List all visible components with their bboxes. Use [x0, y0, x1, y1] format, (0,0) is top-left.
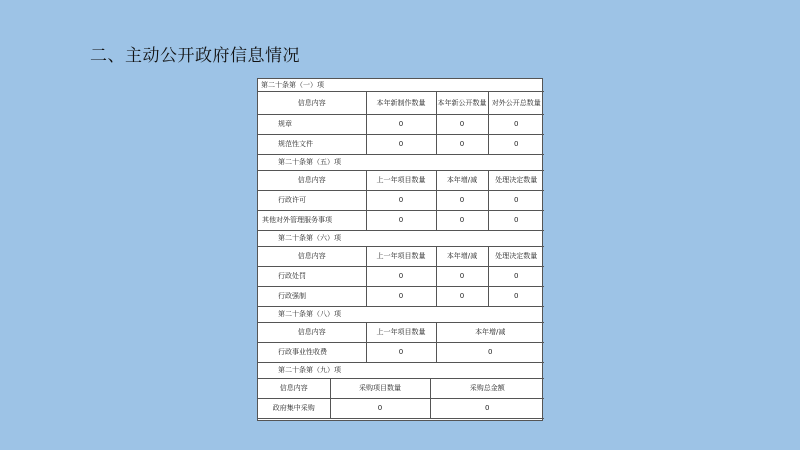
section-label: 第二十条第（六）项 [258, 231, 544, 247]
cell-value: 0 [366, 115, 436, 135]
cell-value: 0 [330, 399, 430, 419]
header-cell: 信息内容 [258, 171, 366, 191]
cell-value: 0 [488, 287, 544, 307]
header-cell: 本年新制作数量 [366, 92, 436, 115]
info-disclosure-document [257, 78, 543, 421]
procurement-table [258, 379, 544, 419]
cell-value: 0 [366, 191, 436, 211]
table-header-row [258, 247, 544, 267]
header-cell: 上一年项目数量 [366, 171, 436, 191]
section-label: 第二十条第（八）项 [258, 307, 544, 323]
section-row [258, 363, 544, 379]
table-row [258, 135, 544, 155]
header-cell: 本年增/减 [436, 171, 488, 191]
section-label: 第二十条第（五）项 [258, 155, 544, 171]
cell-value: 0 [488, 211, 544, 231]
header-cell: 采购项目数量 [330, 379, 430, 399]
cell-value: 0 [366, 135, 436, 155]
cell-value: 0 [436, 115, 488, 135]
row-label: 其他对外管理服务事项 [258, 211, 366, 231]
section-row [258, 307, 544, 323]
cell-value: 0 [436, 191, 488, 211]
header-cell: 处理决定数量 [488, 247, 544, 267]
row-label: 行政许可 [258, 191, 366, 211]
header-cell: 采购总金额 [430, 379, 544, 399]
header-cell: 对外公开总数量 [488, 92, 544, 115]
cell-value: 0 [366, 211, 436, 231]
table-row [258, 115, 544, 135]
cell-value: 0 [488, 115, 544, 135]
cell-value: 0 [430, 399, 544, 419]
row-label: 政府集中采购 [258, 399, 330, 419]
header-cell: 本年增/减 [436, 247, 488, 267]
table-header-row [258, 323, 544, 343]
cell-value: 0 [436, 135, 488, 155]
header-cell: 信息内容 [258, 92, 366, 115]
table-row [258, 211, 544, 231]
header-cell: 信息内容 [258, 379, 330, 399]
table-row [258, 343, 544, 363]
header-cell: 本年增/减 [436, 323, 544, 343]
row-label: 行政处罚 [258, 267, 366, 287]
cell-value: 0 [436, 343, 544, 363]
cell-value: 0 [488, 267, 544, 287]
cell-value: 0 [488, 135, 544, 155]
table-row [258, 191, 544, 211]
header-cell: 信息内容 [258, 247, 366, 267]
header-cell: 上一年项目数量 [366, 247, 436, 267]
header-cell: 本年新公开数量 [436, 92, 488, 115]
info-table [258, 79, 544, 379]
section-row [258, 155, 544, 171]
table-header-row [258, 171, 544, 191]
table-row [258, 287, 544, 307]
header-cell: 处理决定数量 [488, 171, 544, 191]
section-row [258, 231, 544, 247]
cell-value: 0 [436, 267, 488, 287]
header-cell: 信息内容 [258, 323, 366, 343]
row-label: 行政强制 [258, 287, 366, 307]
row-label: 行政事业性收费 [258, 343, 366, 363]
cell-value: 0 [366, 343, 436, 363]
cell-value: 0 [366, 267, 436, 287]
cell-value: 0 [436, 211, 488, 231]
cell-value: 0 [488, 191, 544, 211]
table-header-row [258, 92, 544, 115]
section-label: 第二十条第（九）项 [258, 363, 544, 379]
table-row [258, 267, 544, 287]
table-row [258, 399, 544, 419]
cell-value: 0 [366, 287, 436, 307]
header-cell: 上一年项目数量 [366, 323, 436, 343]
page-title: 二、主动公开政府信息情况 [90, 46, 300, 66]
row-label: 规章 [258, 115, 366, 135]
cell-value: 0 [436, 287, 488, 307]
table-header-row [258, 379, 544, 399]
section-label: 第二十条第（一）项 [258, 79, 544, 92]
section-row [258, 79, 544, 92]
row-label: 规范性文件 [258, 135, 366, 155]
